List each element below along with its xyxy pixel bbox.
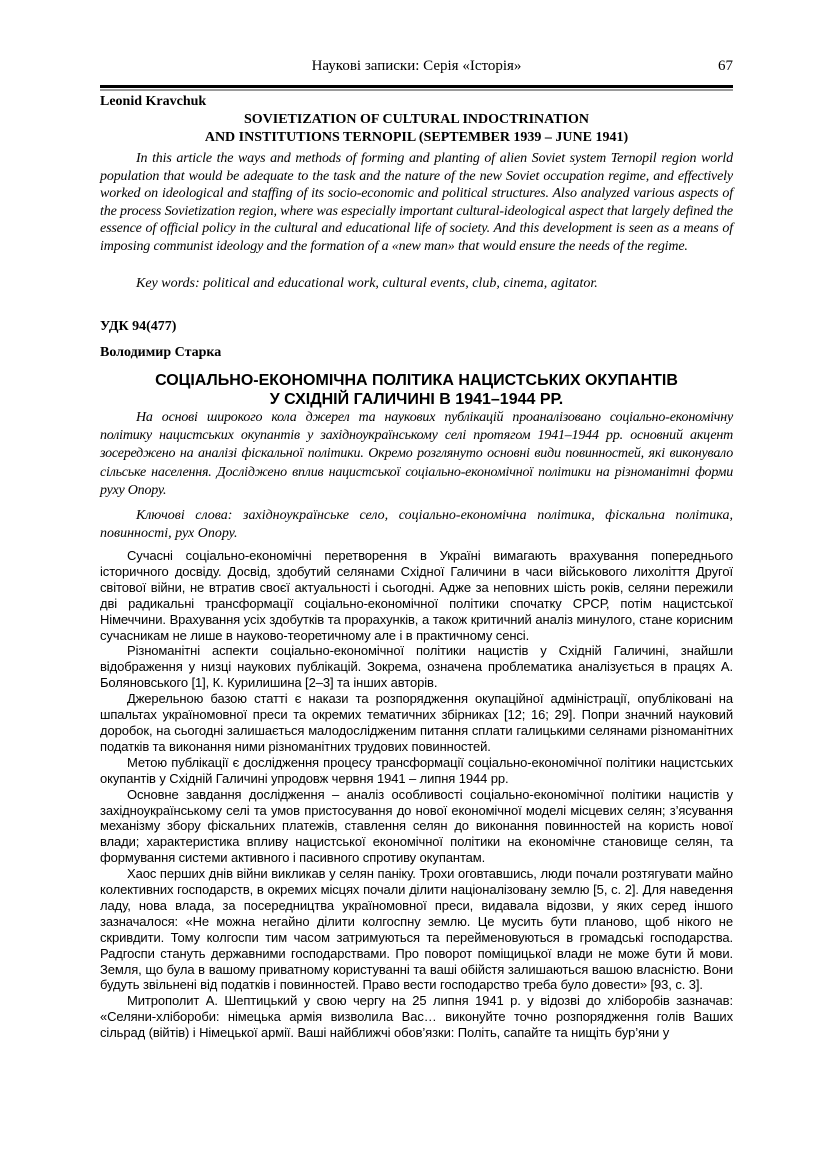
english-abstract: In this article the ways and methods of forming and planting of alien Soviet system Ternopil region world population that would be adequate to the task and the nature of the new Soviet occupation regime, and effectively worked on ideological and staffing of its socio-economic and political structures. Also analyzed various aspects of the process Sovietization region, where was especially important cultural-ideological aspect that largely defined the essence of official policy in the cultural and educational life of society. And this development is seen as a means of imposing communist ideology and the formation of a «new man» that would ensure the needs of the regime. <box>100 151 733 254</box>
english-article-title <box>100 111 733 147</box>
body-paragraph: Митрополит А. Шептицький у свою чергу на 25 липня 1941 р. у відозві до хліборобів зазначав: «Селяни-хлібороби: німецька армія визволила Вас… виконуйте точно розпорядження голів Ваших сільрад (війтів) і Німецької армії. Ваші найближчі обов’язки: Політь, сапайте та нищіть бур’яни у <box>100 993 733 1041</box>
header-rule-thin <box>100 89 733 91</box>
english-article-author: Leonid Kravchuk <box>100 94 207 109</box>
running-head <box>100 58 733 78</box>
ukrainian-abstract: На основі широкого кола джерел та наукових публікацій проаналізовано соціально-економічну політику нацистських окупантів у західноукраїнському селі протягом 1941–1944 рр. основний акцент зосереджено на аналізі фіскальної політики. Окремо розглянуто основні види повинностей, які виконувало сільське населення. Досліджено вплив нацистської соціально-економічної політики на різноманітні форми руху Опору. <box>100 410 733 498</box>
ukrainian-article-title <box>100 371 733 409</box>
ukrainian-keywords: Ключові слова: західноукраїнське село, соціально-економічна політика, фіскальна політика, повинності, рух Опору. <box>100 508 733 542</box>
journal-series-title: Наукові записки: Серія «Історія» <box>311 58 522 74</box>
body-paragraph: Джерельною базою статті є накази та розпорядження окупаційної адміністрації, опубліковані на шпальтах україномовної преси та окремих тематичних збірниках [12; 16; 29]. Попри значний науковий доробок, на сьогодні залишається малодослідженим питання сплати галицькими селянами різноманітних податків та виконання ними різноманітних трудових повинностей. <box>100 691 733 754</box>
english-keywords: Key words: political and educational work, cultural events, club, cinema, agitator. <box>136 276 598 291</box>
body-paragraph: Хаос перших днів війни викликав у селян паніку. Трохи оговтавшись, люди почали розтягувати майно колективних господарств, в окремих місцях почали ділити націоналізовану землю [5, с. 2]. Для наведення ладу, нова влада, за посередництва україномовної преси, видавала відозви, у яких серед іншого зазначалося: «Не можна негайно ділити колгоспну землю. Це мусить бути планово, щоб нікого не скривдити. Тому колгоспи тим часом затримуються та перейменовуються в громадські господарства. Радгоспи стануть державними господарствами. Про поворот поміщицької влади не може бути й мови. Земля, що була в вашому приватному користуванні та ваші обійстя залишаються вашою власністю. Вони будуть звільнені від податків і повинностей. Право вести господарство треба було довести» [93, с. 3]. <box>100 866 733 993</box>
article-body <box>100 548 733 1041</box>
body-paragraph: Сучасні соціально-економічні перетворення в Україні вимагають врахування попереднього історичного досвіду. Досвід, здобутий селянами Східної Галичини в часи військового лихоліття Другої світової війни, не втратив своєї актуальності і сьогодні. Адже за неповних шість років, селяни пережили дві радикальні трансформації соціально-економічної політики спочатку СРСР, потім нацистської Німеччини. Врахування усіх здобутків та прорахунків, а також критичний аналіз минулого, стане корисним сучасникам не лише в науково-теоретичному але і в практичному сенсі. <box>100 548 733 643</box>
body-paragraph: Основне завдання дослідження – аналіз особливості соціально-економічної політики нацистів у західноукраїнському селі та умов пристосування до нової економічної моделі місцевих селян; з’ясування механізму збору фіскальних платежів, ставлення селян до виконання повинностей на користь нової влади; характеристика впливу нацистської економічної політики на економічне становище селян, та формування системи активного і пасивного спротиву окупантам. <box>100 786 733 866</box>
english-title-line-1: SOVIETIZATION OF CULTURAL INDOCTRINATION <box>243 112 590 127</box>
ukrainian-article-author: Володимир Старка <box>100 345 222 360</box>
body-paragraph: Метою публікації є дослідження процесу трансформації соціально-економічної політики нацистських окупантів у Східній Галичині упродовж червня 1941 – липня 1944 рр. <box>100 754 733 786</box>
ukrainian-title-line-2: У СХІДНІЙ ГАЛИЧИНІ В 1941–1944 РР. <box>269 391 564 408</box>
header-rule-thick <box>100 85 733 88</box>
page-number: 67 <box>718 58 733 74</box>
body-paragraph: Різноманітні аспекти соціально-економічної політики нацистів у Східній Галичині, знайшли відображення у низці наукових публікацій. Зокрема, означена проблематика аналізується в працях А. Боляновського [1], К. Курилишина [2–3] та інших авторів. <box>100 643 733 691</box>
english-title-line-2: AND INSTITUTIONS TERNOPIL (SEPTEMBER 1939 – JUNE 1941) <box>204 130 629 145</box>
udk-code: УДК 94(477) <box>100 319 177 334</box>
ukrainian-title-line-1: СОЦІАЛЬНО-ЕКОНОМІЧНА ПОЛІТИКА НАЦИСТСЬКИХ ОКУПАНТІВ <box>155 372 678 389</box>
